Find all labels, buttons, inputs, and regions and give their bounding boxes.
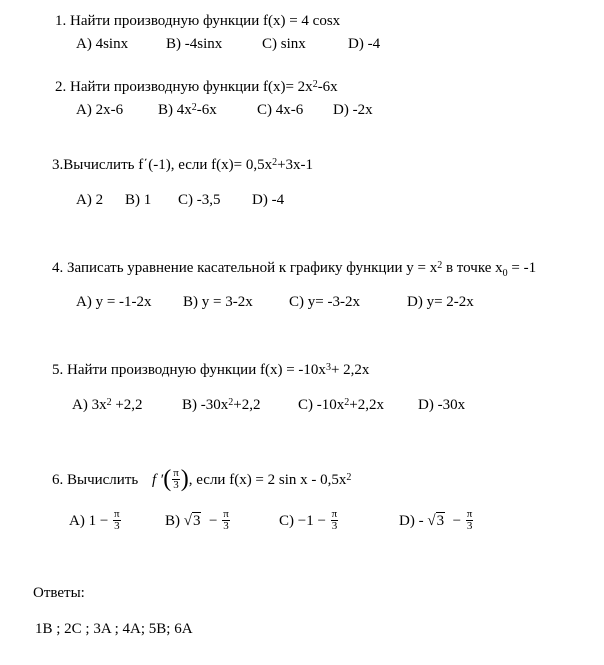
q1-option-d: D) -4 [348,36,381,52]
q1-option-c: C) sinx [262,36,306,52]
q3-option-a: A) 2 [76,192,104,208]
q6-option-c: C) −1 − $\frac{\pi}{3}$ [279,508,338,533]
question-2-options [76,101,373,119]
q3-option-b: B) 1 [125,192,152,208]
q5-option-c: C) $-10x^2+2,2x$ [298,397,384,413]
question-4-options [76,293,474,311]
q3-option-d: D) -4 [252,192,285,208]
answers-title: Ответы: [33,585,85,601]
answers-list: 1B ; 2C ; 3A ; 4A; 5B; 6A [35,621,193,637]
q4-option-a: A) y = -1-2x [76,294,152,310]
q6-option-d: D) - √3 − $\frac{\pi}{3}$ [399,508,473,533]
q5-option-b: B) $-30x^2+2,2$ [182,397,261,413]
q5-option-d: D) -30x [418,397,466,413]
question-5-options [72,396,465,414]
q2-option-d: D) -2x [333,102,373,118]
q2-option-b: B) $4x^2-6x$ [158,102,217,118]
question-4: 4. Записать уравнение касательной к графику функции $y = x^2$ в точке $x_0 = -1$ [52,260,537,279]
question-5: 5. Найти производную функции $f(x) = -10x^3+ 2,2x$ [52,362,370,378]
question-6: 6. Вычислить f ′( $\frac{\pi}{3}$ ), если f(x) = 2 sin x - $0,5x^2$ [52,465,352,492]
q4-option-d: D) y= 2-2x [407,294,474,310]
question-2: 2. Найти производную функции $f(x)= 2x^2-6x$ [55,79,338,95]
q1-option-a: A) 4sinx [76,36,129,52]
q6-option-a: A) 1 − $\frac{\pi}{3}$ [69,508,120,533]
q1-option-b: B) -4sinx [166,36,223,52]
question-1-options [76,35,380,53]
q6-option-b: B) √3 − $\frac{\pi}{3}$ [165,508,229,533]
q2-option-c: C) 4x-6 [257,102,304,118]
question-6-options [69,508,474,534]
question-3: 3.Вычислить f΄(-1), если $f(x)= 0,5x^2+3x-1$ [52,157,314,173]
q4-option-b: B) y = 3-2x [183,294,253,310]
q5-option-a: A) $3x^2 +2,2$ [72,397,143,413]
q6-fraction: $\frac{\pi}{3}$ [173,467,179,492]
question-3-options [76,191,284,209]
q3-option-c: C) -3,5 [178,192,221,208]
q4-option-c: C) y= -3-2x [289,294,360,310]
q2-option-a: A) 2x-6 [76,102,124,118]
question-1: 1. Найти производную функции f(x) = 4 cosx [55,13,341,29]
